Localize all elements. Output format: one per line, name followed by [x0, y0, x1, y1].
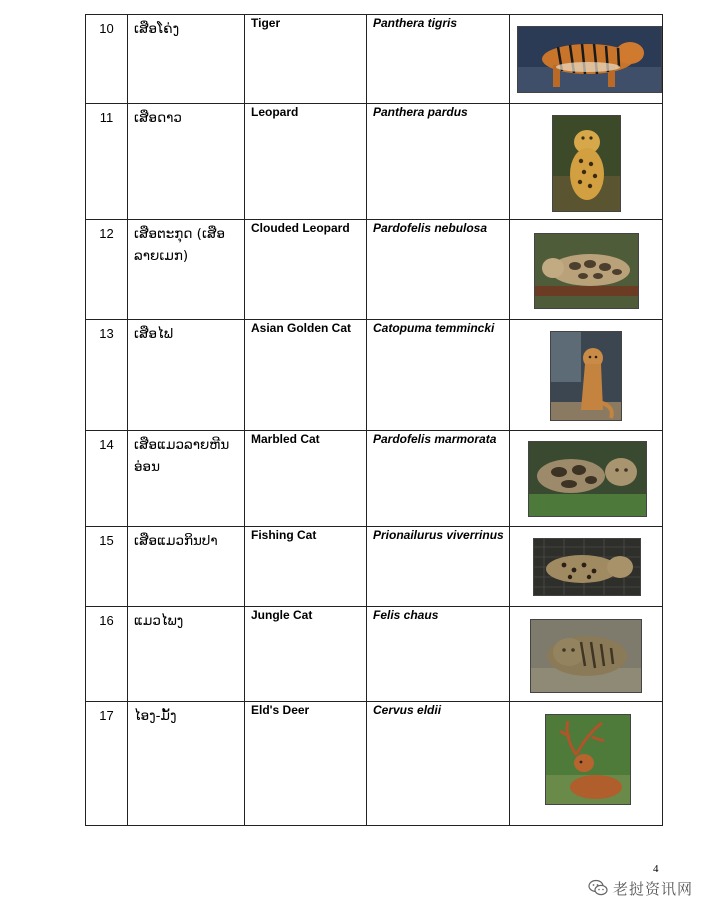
- lao-name: ເສືອແມວລາຍຫີນອ່ອນ: [128, 431, 245, 527]
- row-number: 15: [86, 527, 128, 607]
- english-name: Asian Golden Cat: [245, 320, 367, 431]
- table-row: [86, 527, 663, 607]
- table-row: [86, 220, 663, 320]
- row-number: 17: [86, 702, 128, 826]
- photo-cell: [510, 702, 663, 826]
- english-name: Marbled Cat: [245, 431, 367, 527]
- page-number: 4: [653, 863, 659, 875]
- table-row: [86, 320, 663, 431]
- scientific-name: Catopuma temmincki: [367, 320, 510, 431]
- scientific-name: Cervus eldii: [367, 702, 510, 826]
- english-name: Leopard: [245, 104, 367, 220]
- fishing-cat-photo: [533, 538, 641, 596]
- leopard-photo: [552, 115, 621, 212]
- scientific-name: Panthera tigris: [367, 15, 510, 104]
- english-name: Eld's Deer: [245, 702, 367, 826]
- english-name: Jungle Cat: [245, 607, 367, 702]
- clouded-leopard-photo: [534, 233, 639, 309]
- table-row: [86, 15, 663, 104]
- species-table: [85, 14, 663, 826]
- lao-name: ເສືອດາວ: [128, 104, 245, 220]
- row-number: 12: [86, 220, 128, 320]
- photo-cell: [510, 15, 663, 104]
- photo-cell: [510, 607, 663, 702]
- scientific-name: Felis chaus: [367, 607, 510, 702]
- row-number: 14: [86, 431, 128, 527]
- photo-cell: [510, 527, 663, 607]
- watermark: [588, 878, 693, 898]
- english-name: Fishing Cat: [245, 527, 367, 607]
- scientific-name: Panthera pardus: [367, 104, 510, 220]
- elds-deer-photo: [545, 714, 631, 805]
- photo-cell: [510, 320, 663, 431]
- scientific-name: Pardofelis marmorata: [367, 431, 510, 527]
- lao-name: ເສືອໂຄ່ງ: [128, 15, 245, 104]
- english-name: Clouded Leopard: [245, 220, 367, 320]
- table-row: [86, 431, 663, 527]
- table-row: [86, 607, 663, 702]
- lao-name: ແມວໄພງ: [128, 607, 245, 702]
- lao-name: ເສືອແມວກິນປາ: [128, 527, 245, 607]
- row-number: 13: [86, 320, 128, 431]
- table-row: [86, 702, 663, 826]
- english-name: Tiger: [245, 15, 367, 104]
- photo-cell: [510, 104, 663, 220]
- tiger-photo: [517, 26, 662, 93]
- scientific-name: Pardofelis nebulosa: [367, 220, 510, 320]
- photo-cell: [510, 431, 663, 527]
- asian-golden-cat-photo: [550, 331, 622, 421]
- lao-name: ໄອງ-ມັ້ງ: [128, 702, 245, 826]
- scientific-name: Prionailurus viverrinus: [367, 527, 510, 607]
- row-number: 16: [86, 607, 128, 702]
- row-number: 10: [86, 15, 128, 104]
- jungle-cat-photo: [530, 619, 642, 693]
- wechat-icon: [588, 879, 608, 897]
- lao-name: ເສືອໄຟ: [128, 320, 245, 431]
- lao-name: ເສືອຕະກຸດ (ເສືອລາຍເມກ): [128, 220, 245, 320]
- row-number: 11: [86, 104, 128, 220]
- marbled-cat-photo: [528, 441, 647, 517]
- table-row: [86, 104, 663, 220]
- photo-cell: [510, 220, 663, 320]
- watermark-text: 老挝资讯网: [613, 879, 694, 898]
